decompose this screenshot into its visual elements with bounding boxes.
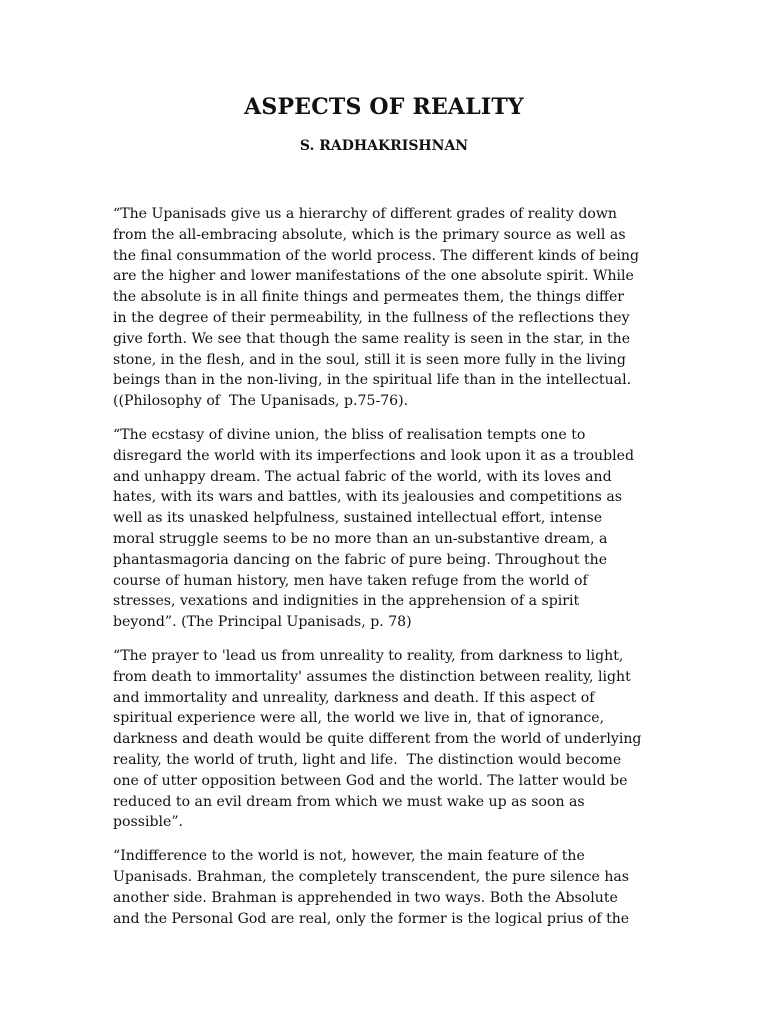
paragraph-line: and immortality and unreality, darkness and death. If this aspect of [113, 689, 595, 706]
paragraph-line: “The Upanisads give us a hierarchy of different grades of reality down [113, 206, 617, 222]
paragraph-line: in the degree of their permeability, in the fullness of the reflections they [113, 309, 630, 326]
paragraph-line: course of human history, men have taken refuge from the world of [113, 572, 588, 589]
paragraph [113, 425, 713, 633]
paragraph-line: darkness and death would be quite different from the world of underlying [113, 731, 642, 748]
paragraph [113, 204, 713, 412]
paragraph-line: beyond”. (The Principal Upanisads, p. 78) [113, 614, 412, 631]
paragraph-line: moral struggle seems to be no more than an un-substantive dream, a [113, 530, 608, 547]
paragraph-line: hates, with its wars and battles, with its jealousies and competitions as [113, 489, 623, 506]
paragraph-line: beings than in the non-living, in the spiritual life than in the intellectual. [113, 372, 632, 389]
paragraph-line: stresses, vexations and indignities in the apprehension of a spirit [113, 593, 580, 610]
paragraph-line: the final consummation of the world process. The different kinds of being [113, 247, 639, 264]
page-title: ASPECTS OF REALITY [244, 94, 524, 120]
paragraph-line: ((Philosophy of The Upanisads, p.75-76). [113, 393, 409, 410]
paragraph-line: from death to immortality' assumes the distinction between reality, light [113, 668, 631, 685]
paragraph-line: spiritual experience were all, the world we live in, that of ignorance, [113, 710, 605, 727]
paragraph [113, 846, 713, 929]
paragraph-line: stone, in the flesh, and in the soul, still it is seen more fully in the living [113, 351, 626, 368]
paragraph-line: one of utter opposition between God and the world. The latter would be [113, 772, 628, 789]
paragraph-line: “Indifference to the world is not, however, the main feature of the [113, 848, 585, 865]
paragraph-line: give forth. We see that though the same reality is seen in the star, in the [113, 330, 631, 347]
paragraph-line: well as its unasked helpfulness, sustained intellectual effort, intense [113, 510, 603, 527]
paragraph-line: disregard the world with its imperfections and look upon it as a troubled [113, 447, 635, 464]
paragraph-line: Upanisads. Brahman, the completely transcendent, the pure silence has [113, 868, 630, 885]
paragraph-line: are the higher and lower manifestations of the one absolute spirit. While [113, 268, 634, 285]
paragraph-line: possible”. [113, 814, 184, 831]
paragraph-line: the absolute is in all finite things and permeates them, the things differ [113, 289, 625, 306]
paragraph-line: reduced to an evil dream from which we must wake up as soon as [113, 793, 585, 810]
paragraph-line: reality, the world of truth, light and life. The distinction would become [113, 751, 622, 768]
paragraph [113, 646, 713, 833]
paragraph-line: phantasmagoria dancing on the fabric of pure being. Throughout the [113, 551, 608, 568]
body-text [113, 204, 713, 942]
author-name: S. RADHAKRISHNAN [299, 138, 469, 154]
paragraph-line: “The ecstasy of divine union, the bliss of realisation tempts one to [113, 426, 586, 443]
paragraph-line: “The prayer to 'lead us from unreality to reality, from darkness to light, [113, 647, 624, 664]
paragraph-line: and the Personal God are real, only the former is the logical prius of the [113, 910, 630, 927]
paragraph-line: another side. Brahman is apprehended in two ways. Both the Absolute [113, 889, 618, 906]
paragraph-line: from the all-embracing absolute, which is the primary source as well as [113, 226, 626, 243]
paragraph-line: and unhappy dream. The actual fabric of the world, with its loves and [113, 468, 612, 485]
